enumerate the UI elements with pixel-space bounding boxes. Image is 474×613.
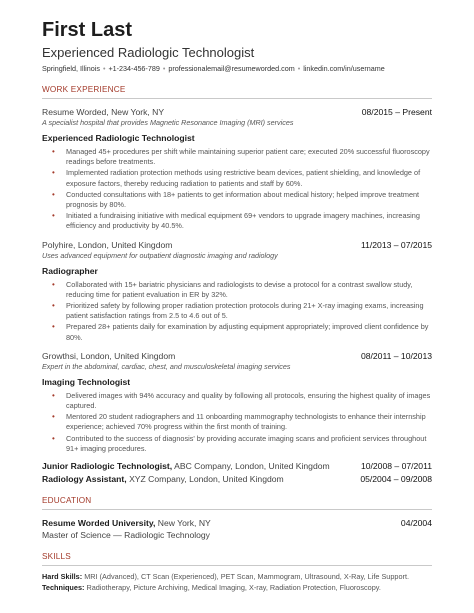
education-school: Resume Worded University,	[42, 518, 156, 529]
job-entry	[42, 106, 432, 232]
skills-block	[42, 572, 432, 593]
job-entry	[42, 350, 432, 454]
bullet-text: Contributed to the success of diagnosis' by providing accurate imaging scans and proficient services throughout 91+ imaging procedures.	[66, 433, 427, 453]
contact-separator: •	[102, 64, 106, 73]
bullet-text: Implemented radiation protection methods using restrictive beam devices, patient shielding, and knowledge of exposure factors, thereby reducing radiation to patients and staff by 60%.	[66, 168, 421, 188]
contact-separator: •	[297, 64, 301, 73]
contact-phone: +1-234-456-789	[108, 64, 160, 73]
job-company: Growthsi, London, United Kingdom	[42, 350, 176, 361]
bullet-text: Collaborated with 15+ bariatric physicians and radiologists to devise a protocol for a contrast swallow study, reducing time for patient evaluation in ER by 32%.	[66, 279, 413, 299]
section-title-experience: WORK EXPERIENCE	[42, 85, 126, 94]
job-bullets	[42, 391, 432, 454]
earlier-role-row	[42, 473, 432, 485]
bullet-dot-icon: •	[52, 147, 55, 156]
hard-skills-line	[42, 572, 432, 583]
bullet-item	[52, 412, 432, 432]
earlier-role-title: Junior Radiologic Technologist,	[42, 461, 173, 472]
job-role: Imaging Technologist	[42, 376, 131, 387]
bullet-item	[52, 390, 432, 411]
earlier-role-row	[42, 460, 432, 472]
job-description: Expert in the abdominal, cardiac, chest, and musculoskeletal imaging services	[42, 361, 291, 371]
bullet-text: Prepared 28+ patients daily for examination by adjusting equipment appropriately; improved client confidence by 80%.	[66, 322, 429, 342]
bullet-item	[52, 147, 432, 167]
bullet-dot-icon: •	[52, 390, 55, 400]
bullet-dot-icon: •	[52, 301, 55, 311]
techniques-label: Techniques:	[42, 582, 85, 592]
job-dates: 08/2011 – 10/2013	[360, 350, 432, 361]
candidate-name: First Last	[42, 19, 133, 41]
bullet-item	[52, 211, 432, 231]
job-bullets	[42, 147, 432, 232]
contact-email[interactable]: professionalemail@resumeworded.com	[168, 64, 295, 73]
job-role: Experienced Radiologic Technologist	[42, 133, 195, 143]
contact-location: Springfield, Illinois	[42, 64, 100, 73]
contact-linkedin[interactable]: linkedin.com/in/username	[303, 64, 385, 73]
bullet-text: Initiated a fundraising initiative with medical equipment 69+ vendors to upgrade imagery machines, increasing efficiency and productivity by 40.5%.	[66, 211, 420, 231]
job-bullets	[42, 280, 432, 343]
section-title-education: EDUCATION	[42, 496, 92, 506]
section-divider	[42, 565, 432, 566]
candidate-headline: Experienced Radiologic Technologist	[42, 45, 255, 60]
bullet-item	[52, 168, 432, 188]
earlier-role-dates: 10/2008 – 07/2011	[360, 461, 432, 472]
bullet-dot-icon: •	[52, 211, 55, 221]
hard-skills-label: Hard Skills:	[42, 572, 83, 582]
bullet-dot-icon: •	[52, 279, 55, 289]
education-location: New York, NY	[157, 518, 211, 529]
techniques-list: Radiotherapy, Picture Archiving, Medical Imaging, X-ray, Radiation Protection, Fluoroscopy.	[86, 582, 381, 592]
bullet-item	[52, 301, 432, 321]
earlier-role-org: ABC Company, London, United Kingdom	[174, 461, 330, 472]
techniques-line	[42, 583, 432, 594]
job-company: Polyhire, London, United Kingdom	[42, 239, 173, 250]
bullet-item	[52, 433, 432, 454]
contact-line	[42, 64, 432, 74]
earlier-role-title: Radiology Assistant,	[42, 474, 127, 485]
earlier-role-dates: 05/2004 – 09/2008	[360, 474, 432, 485]
contact-separator: •	[162, 64, 166, 73]
bullet-item	[52, 189, 432, 210]
bullet-text: Managed 45+ procedures per shift while maintaining superior patient care; executed 20% successful fluoroscopy readings before treatments.	[66, 147, 430, 167]
job-entry	[42, 239, 432, 343]
bullet-text: Conducted consultations with 18+ patients to get information about medical history; helped improve treatment prognosis by 80%.	[66, 189, 420, 210]
bullet-item	[52, 279, 432, 300]
education-entry	[42, 517, 432, 541]
bullet-dot-icon: •	[52, 189, 55, 199]
section-title-skills: SKILLS	[42, 552, 71, 562]
job-dates: 08/2015 – Present	[361, 107, 432, 117]
education-date: 04/2004	[400, 518, 432, 529]
job-company: Resume Worded, New York, NY	[42, 107, 165, 117]
job-dates: 11/2013 – 07/2015	[360, 239, 432, 250]
bullet-dot-icon: •	[52, 433, 55, 443]
bullet-dot-icon: •	[52, 322, 55, 332]
bullet-text: Prioritized safety by following proper radiation protection protocols during 21+ X-ray imaging exams, increasing patient satisfaction ratings from 2.5 to 4.6 out of 5.	[66, 301, 424, 321]
hard-skills-list: MRI (Advanced), CT Scan (Experienced), PET Scan, Mammogram, Ultrasound, X-Ray, Life Support.	[84, 572, 410, 582]
section-divider	[42, 509, 432, 510]
section-divider	[42, 98, 432, 99]
bullet-text: Mentored 20 student radiographers and 11 onboarding mammography technologists to enhance their internship experience; achieved 70% progress within the first month of training.	[66, 412, 426, 432]
earlier-roles	[42, 460, 432, 485]
earlier-role-org: XYZ Company, London, United Kingdom	[129, 474, 284, 485]
job-description: Uses advanced equipment for outpatient diagnostic imaging and radiology	[42, 250, 278, 260]
education-degree: Master of Science — Radiologic Technology	[42, 530, 210, 541]
bullet-text: Delivered images with 94% accuracy and quality by following all protocols, ensuring the highest quality of images captured.	[66, 390, 431, 411]
bullet-dot-icon: •	[52, 168, 55, 178]
bullet-item	[52, 322, 432, 342]
bullet-dot-icon: •	[52, 412, 55, 422]
job-role: Radiographer	[42, 265, 98, 276]
job-description: A specialist hospital that provides Magnetic Resonance Imaging (MRI) services	[42, 118, 294, 127]
